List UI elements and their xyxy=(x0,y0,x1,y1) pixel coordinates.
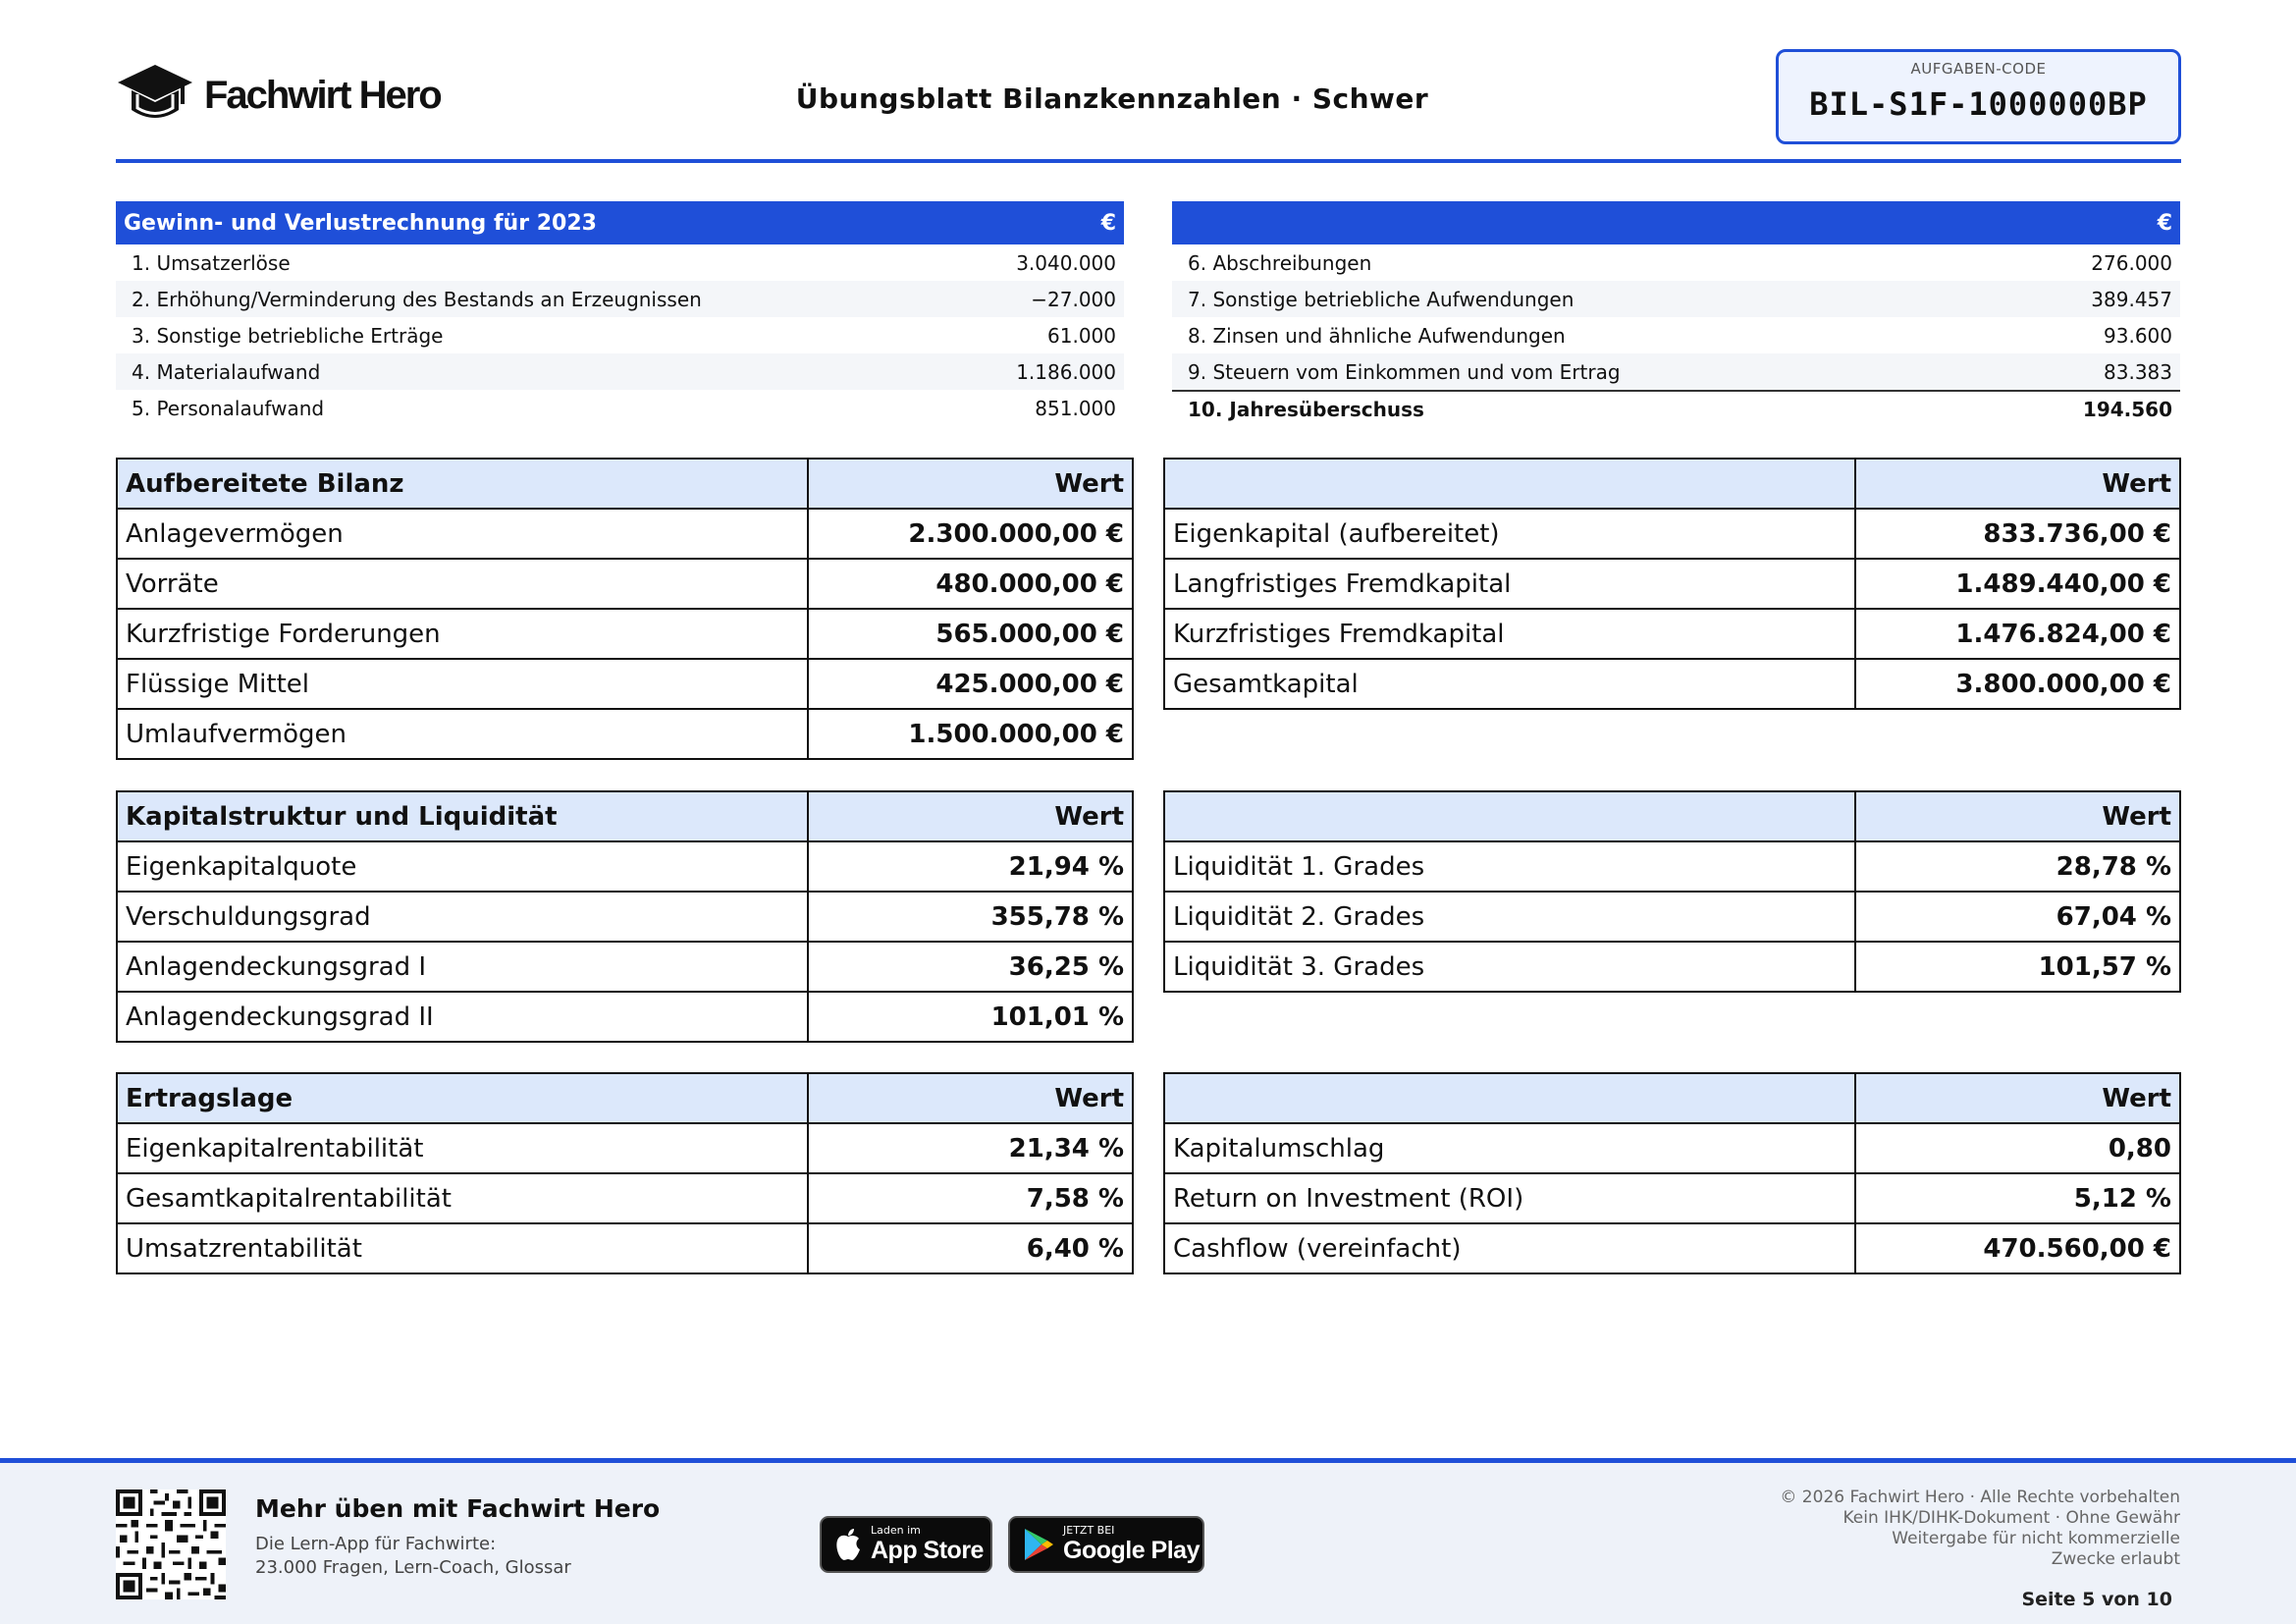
table-row xyxy=(1164,892,2180,942)
table-title xyxy=(1164,1073,1855,1123)
guv-row-value: 83.383 xyxy=(2104,359,2172,384)
table-row xyxy=(117,659,1133,709)
guv-row-label: 3. Sonstige betriebliche Erträge xyxy=(132,323,444,348)
row-label: Anlagendeckungsgrad I xyxy=(117,942,808,992)
google-play-icon xyxy=(1022,1527,1055,1562)
row-label: Eigenkapitalquote xyxy=(117,841,808,892)
guv-row-label: 1. Umsatzerlöse xyxy=(132,250,291,275)
table-header-row xyxy=(117,791,1133,841)
row-value: 101,57 % xyxy=(1855,942,2180,992)
row-label: Kurzfristiges Fremdkapital xyxy=(1164,609,1855,659)
task-code-label: AUFGABEN-CODE xyxy=(1910,60,2047,78)
row-label: Return on Investment (ROI) xyxy=(1164,1173,1855,1223)
guv-title: Gewinn- und Verlustrechnung für 2023 xyxy=(124,210,597,236)
promo-block xyxy=(255,1494,660,1580)
row-label: Umlaufvermögen xyxy=(117,709,808,759)
row-label: Liquidität 1. Grades xyxy=(1164,841,1855,892)
row-value: 1.476.824,00 € xyxy=(1855,609,2180,659)
guv-row-value: 851.000 xyxy=(1035,396,1116,420)
row-label: Liquidität 2. Grades xyxy=(1164,892,1855,942)
row-label: Cashflow (vereinfacht) xyxy=(1164,1223,1855,1273)
row-value: 101,01 % xyxy=(808,992,1133,1042)
guv-row-label: 7. Sonstige betriebliche Aufwendungen xyxy=(1188,287,1575,311)
page-footer xyxy=(0,1458,2296,1624)
row-value: 5,12 % xyxy=(1855,1173,2180,1223)
guv-row-value: 1.186.000 xyxy=(1016,359,1116,384)
guv-row xyxy=(116,390,1124,426)
row-value: 0,80 xyxy=(1855,1123,2180,1173)
ertrag-table-right xyxy=(1163,1072,2181,1274)
app-store-small: Laden im xyxy=(871,1524,921,1537)
value-header: Wert xyxy=(1855,791,2180,841)
table-row xyxy=(117,1123,1133,1173)
guv-header-left xyxy=(116,201,1124,244)
table-header-row xyxy=(1164,459,2180,509)
kapital-table-right xyxy=(1163,790,2181,993)
guv-row-label: 6. Abschreibungen xyxy=(1188,250,1372,275)
legal-line: Kein IHK/DIHK-Dokument · Ohne Gewähr xyxy=(1842,1508,2180,1528)
row-label: Gesamtkapitalrentabilität xyxy=(117,1173,808,1223)
guv-row-value: −27.000 xyxy=(1031,287,1116,311)
row-label: Kapitalumschlag xyxy=(1164,1123,1855,1173)
app-store-large: App Store xyxy=(871,1537,984,1564)
table-row xyxy=(1164,509,2180,559)
table-title xyxy=(1164,791,1855,841)
bilanz-table-right xyxy=(1163,458,2181,710)
value-header: Wert xyxy=(1855,459,2180,509)
row-value: 425.000,00 € xyxy=(808,659,1133,709)
google-play-large: Google Play xyxy=(1063,1537,1200,1564)
value-header: Wert xyxy=(808,1073,1133,1123)
guv-row-value: 61.000 xyxy=(1047,323,1116,348)
row-value: 2.300.000,00 € xyxy=(808,509,1133,559)
promo-title: Mehr üben mit Fachwirt Hero xyxy=(255,1494,661,1523)
guv-row-value: 194.560 xyxy=(2082,397,2172,421)
row-value: 3.800.000,00 € xyxy=(1855,659,2180,709)
app-store-badge[interactable] xyxy=(820,1516,992,1573)
legal-line: Zwecke erlaubt xyxy=(2051,1549,2180,1569)
table-row xyxy=(117,1173,1133,1223)
google-play-small: JETZT BEI xyxy=(1063,1524,1115,1537)
table-header-row xyxy=(1164,1073,2180,1123)
row-label: Eigenkapital (aufbereitet) xyxy=(1164,509,1855,559)
row-label: Vorräte xyxy=(117,559,808,609)
row-value: 1.500.000,00 € xyxy=(808,709,1133,759)
guv-header-right xyxy=(1172,201,2180,244)
guv-row xyxy=(1172,281,2180,317)
row-label: Anlagendeckungsgrad II xyxy=(117,992,808,1042)
table-header-row xyxy=(117,459,1133,509)
guv-currency-right: € xyxy=(2157,210,2172,236)
table-title: Aufbereitete Bilanz xyxy=(117,459,808,509)
legal-notice xyxy=(1780,1488,2180,1570)
row-value: 355,78 % xyxy=(808,892,1133,942)
promo-line: 23.000 Fragen, Lern-Coach, Glossar xyxy=(255,1557,571,1578)
guv-row xyxy=(116,317,1124,353)
table-row xyxy=(117,509,1133,559)
table-header-row xyxy=(117,1073,1133,1123)
value-header: Wert xyxy=(808,459,1133,509)
guv-row xyxy=(1172,317,2180,353)
table-row xyxy=(1164,942,2180,992)
row-value: 36,25 % xyxy=(808,942,1133,992)
table-row xyxy=(1164,1223,2180,1273)
promo-line: Die Lern-App für Fachwirte: xyxy=(255,1534,497,1554)
guv-row-value: 93.600 xyxy=(2104,323,2172,348)
guv-row-label: 2. Erhöhung/Verminderung des Bestands an Erzeugnissen xyxy=(132,287,702,311)
table-row xyxy=(117,841,1133,892)
task-code-box xyxy=(1776,49,2181,144)
qr-code-icon[interactable] xyxy=(116,1489,226,1599)
table-row xyxy=(1164,609,2180,659)
table-row xyxy=(1164,841,2180,892)
guv-row-label: 4. Materialaufwand xyxy=(132,359,321,384)
table-row xyxy=(1164,1123,2180,1173)
row-value: 28,78 % xyxy=(1855,841,2180,892)
row-value: 470.560,00 € xyxy=(1855,1223,2180,1273)
row-label: Umsatzrentabilität xyxy=(117,1223,808,1273)
row-value: 21,94 % xyxy=(808,841,1133,892)
guv-row-value: 3.040.000 xyxy=(1016,250,1116,275)
legal-line: Weitergabe für nicht kommerzielle xyxy=(1892,1529,2180,1548)
page-title: Übungsblatt Bilanzkennzahlen · Schwer xyxy=(795,82,1429,115)
guv-row xyxy=(116,281,1124,317)
row-label: Flüssige Mittel xyxy=(117,659,808,709)
guv-table-left xyxy=(116,201,1124,426)
guv-total-row xyxy=(1172,390,2180,426)
table-title xyxy=(1164,459,1855,509)
row-value: 67,04 % xyxy=(1855,892,2180,942)
guv-row-label: 9. Steuern vom Einkommen und vom Ertrag xyxy=(1188,359,1621,384)
brand-name: Fachwirt Hero xyxy=(204,73,441,117)
table-row xyxy=(117,942,1133,992)
table-row xyxy=(117,1223,1133,1273)
row-value: 7,58 % xyxy=(808,1173,1133,1223)
google-play-badge[interactable] xyxy=(1008,1516,1204,1573)
kapital-table-left xyxy=(116,790,1134,1043)
table-row xyxy=(117,559,1133,609)
table-row xyxy=(117,892,1133,942)
value-header: Wert xyxy=(808,791,1133,841)
row-value: 6,40 % xyxy=(808,1223,1133,1273)
row-label: Eigenkapitalrentabilität xyxy=(117,1123,808,1173)
guv-table-right xyxy=(1172,201,2180,426)
row-value: 565.000,00 € xyxy=(808,609,1133,659)
row-label: Liquidität 3. Grades xyxy=(1164,942,1855,992)
row-label: Langfristiges Fremdkapital xyxy=(1164,559,1855,609)
table-row xyxy=(1164,1173,2180,1223)
guv-row-value: 276.000 xyxy=(2091,250,2172,275)
table-title: Kapitalstruktur und Liquidität xyxy=(117,791,808,841)
page-number: Seite 5 von 10 xyxy=(2021,1589,2172,1610)
guv-currency-left: € xyxy=(1100,210,1116,236)
guv-row xyxy=(1172,244,2180,281)
page-header xyxy=(116,49,2181,163)
row-value: 1.489.440,00 € xyxy=(1855,559,2180,609)
guv-row xyxy=(116,353,1124,390)
table-row xyxy=(1164,659,2180,709)
row-value: 480.000,00 € xyxy=(808,559,1133,609)
guv-row xyxy=(1172,353,2180,390)
table-header-row xyxy=(1164,791,2180,841)
legal-line: © 2026 Fachwirt Hero · Alle Rechte vorbehalten xyxy=(1780,1488,2180,1507)
guv-row-label: 5. Personalaufwand xyxy=(132,396,325,420)
guv-row xyxy=(116,244,1124,281)
table-title: Ertragslage xyxy=(117,1073,808,1123)
table-row xyxy=(1164,559,2180,609)
bilanz-table-left xyxy=(116,458,1134,760)
row-value: 833.736,00 € xyxy=(1855,509,2180,559)
table-row xyxy=(117,709,1133,759)
task-code-value: BIL-S1F-1000000BP xyxy=(1809,85,2148,123)
guv-row-label: 8. Zinsen und ähnliche Aufwendungen xyxy=(1188,323,1566,348)
table-row xyxy=(117,992,1133,1042)
table-row xyxy=(117,609,1133,659)
row-value: 21,34 % xyxy=(808,1123,1133,1173)
row-label: Verschuldungsgrad xyxy=(117,892,808,942)
guv-row-label: 10. Jahresüberschuss xyxy=(1188,397,1424,421)
guv-row-value: 389.457 xyxy=(2091,287,2172,311)
promo-subtitle xyxy=(255,1533,660,1580)
value-header: Wert xyxy=(1855,1073,2180,1123)
row-label: Kurzfristige Forderungen xyxy=(117,609,808,659)
apple-icon xyxy=(833,1527,863,1562)
row-label: Anlagevermögen xyxy=(117,509,808,559)
ertrag-table-left xyxy=(116,1072,1134,1274)
row-label: Gesamtkapital xyxy=(1164,659,1855,709)
